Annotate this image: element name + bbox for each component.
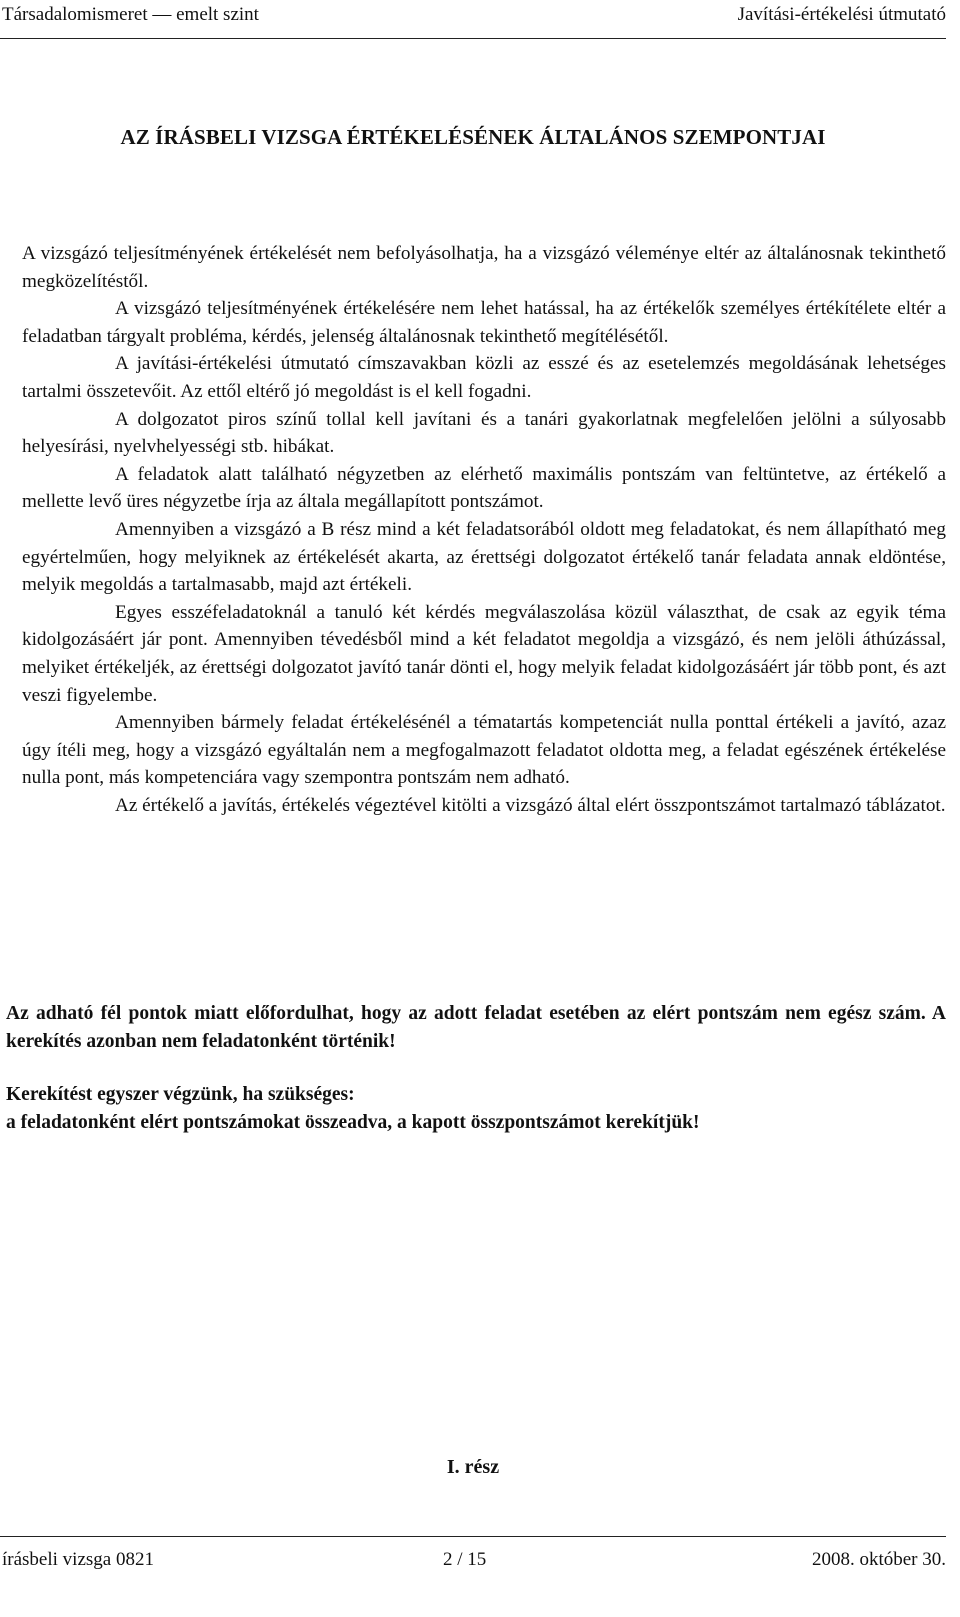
rounding-note: Az adható fél pontok miatt előfordulhat, hogy az adott feladat esetében az elért pontszám nem egész szám. A kerekítés azonban nem feladatonként történik!	[6, 1003, 946, 1052]
header-subject: Társadalomismeret — emelt szint	[2, 4, 259, 25]
paragraph-7: Egyes esszéfeladatoknál a tanuló két kérdés megválaszolása közül választhat, de csak az egyik téma kidolgozásáért jár pont. Amennyiben tévedésből mind a két feladatot megoldja a vizsgázó, és nem jelöli áthúzással, melyiket értékeljék, az érettségi dolgozatot javító tanár dönti el, hogy melyik feladat kidolgozásáért jár több pont, és azt veszi figyelembe.	[22, 601, 946, 706]
paragraph-2: A vizsgázó teljesítményének értékelésére nem lehet hatással, ha az értékelők személyes értékítélete eltér a feladatban tárgyalt probléma, kérdés, jelenség általánosnak tekinthető megítélésétől.	[22, 298, 946, 347]
paragraph-8: Amennyiben bármely feladat értékelésénél a tématartás kompetenciát nulla ponttal értékeli a javító, azaz úgy ítéli meg, hogy a vizsgázó egyáltalán nem a megfogalmazott feladatot oldotta meg, a feladat egészének értékelése nulla pont, más kompetenciára vagy szempontra pontszám nem adható.	[22, 712, 946, 789]
paragraph-6: Amennyiben a vizsgázó a B rész mind a két feladatsorából oldott meg feladatokat, és nem állapítható meg egyértelműen, hogy melyiknek az értékelését akarta, az érettségi dolgozatot értékelő tanár feladata annak eldöntése, melyik megoldás a tartalmasabb, majd azt értékeli.	[22, 518, 946, 596]
page-footer	[0, 1536, 946, 1583]
section-label: I. rész	[446, 1456, 500, 1478]
header-doc-type: Javítási-értékelési útmutató	[737, 4, 946, 25]
main-body	[22, 240, 946, 819]
paragraph-9: Az értékelő a javítás, értékelés végeztével kitölti a vizsgázó által elért összpontszámot tartalmazó táblázatot.	[115, 794, 946, 816]
bold-notes	[6, 1000, 946, 1137]
footer-exam-code: írásbeli vizsga 0821	[2, 1549, 154, 1570]
footer-page-number: 2 / 15	[443, 1549, 487, 1570]
page-header	[0, 4, 946, 39]
rounding-rule-heading: Kerekítést egyszer végzünk, ha szükséges:	[6, 1084, 355, 1105]
footer-date: 2008. október 30.	[811, 1549, 946, 1570]
paragraph-1: A vizsgázó teljesítményének értékelését nem befolyásolhatja, ha a vizsgázó véleménye eltér az általánosnak tekinthető megközelítéstől.	[22, 243, 946, 292]
paragraph-3: A javítási-értékelési útmutató címszavakban közli az esszé és az esetelemzés megoldásának lehetséges tartalmi összetevőit. Az ettől eltérő jó megoldást is el kell fogadni.	[22, 353, 946, 402]
paragraph-4: A dolgozatot piros színű tollal kell javítani és a tanári gyakorlatnak megfelelően jelölni a súlyosabb helyesírási, nyelvhelyességi stb. hibákat.	[22, 408, 946, 458]
paragraph-5: A feladatok alatt található négyzetben az elérhető maximális pontszám van feltüntetve, az értékelő a mellette levő üres négyzetbe írja az általa megállapított pontszámot.	[22, 463, 946, 513]
page-title: AZ ÍRÁSBELI VIZSGA ÉRTÉKELÉSÉNEK ÁLTALÁNOS SZEMPONTJAI	[120, 125, 826, 149]
rounding-rule-text: a feladatonként elért pontszámokat összeadva, a kapott összpontszámot kerekítjük!	[6, 1112, 700, 1133]
